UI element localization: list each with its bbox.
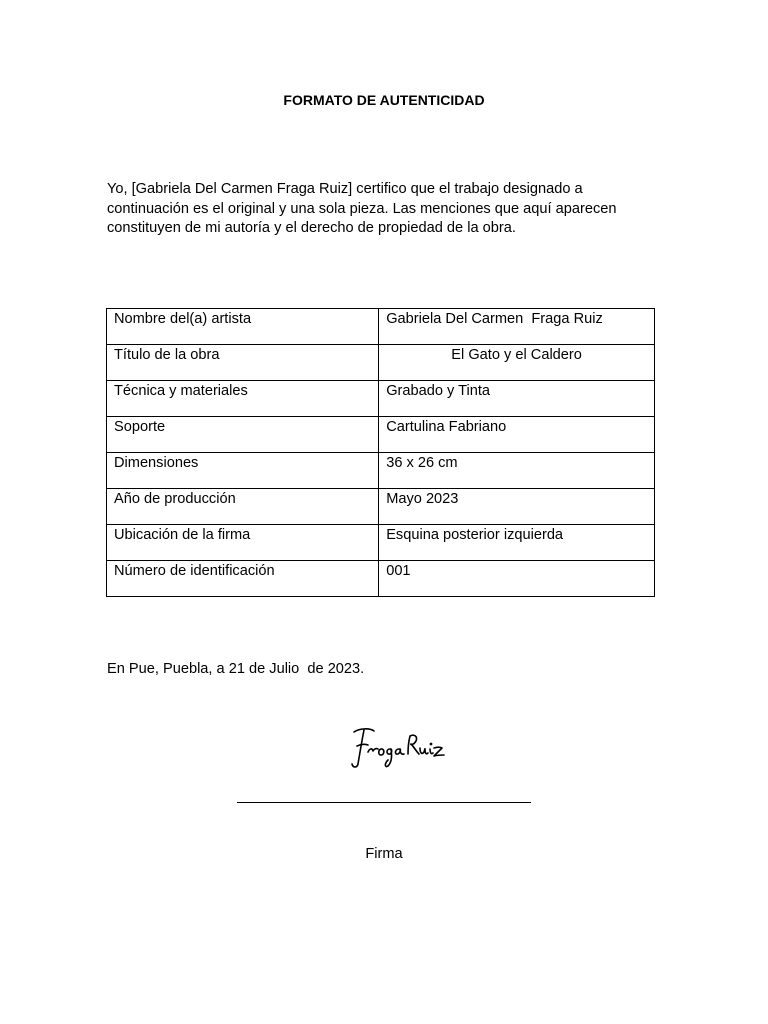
row-label: Número de identificación (107, 561, 379, 597)
row-label: Técnica y materiales (107, 381, 379, 417)
authenticity-statement: Yo, [Gabriela Del Carmen Fraga Ruiz] certifico que el trabajo designado a continuación es el original y una sola pieza. Las menciones que aquí aparecen constituyen de mi autoría y el derecho de propiedad de la obra. (107, 181, 617, 236)
row-value: El Gato y el Caldero (379, 345, 655, 381)
row-value: Gabriela Del Carmen Fraga Ruiz (379, 309, 655, 345)
table-row (107, 381, 655, 417)
row-value: 001 (379, 561, 655, 597)
handwritten-signature (348, 722, 448, 772)
table-row (107, 453, 655, 489)
row-label: Año de producción (107, 489, 379, 525)
signature-line (237, 802, 531, 803)
row-value: 36 x 26 cm (379, 453, 655, 489)
signature-caption: Firma (365, 846, 403, 862)
row-value: Cartulina Fabriano (379, 417, 655, 453)
table-row (107, 525, 655, 561)
row-label: Dimensiones (107, 453, 379, 489)
table-row (107, 417, 655, 453)
row-value: Esquina posterior izquierda (379, 525, 655, 561)
row-label: Título de la obra (107, 345, 379, 381)
table-row (107, 309, 655, 345)
row-value: Grabado y Tinta (379, 381, 655, 417)
row-label: Nombre del(a) artista (107, 309, 379, 345)
place-and-date: En Pue, Puebla, a 21 de Julio de 2023. (107, 661, 365, 677)
row-label: Ubicación de la firma (107, 525, 379, 561)
table-row (107, 345, 655, 381)
table-row (107, 561, 655, 597)
row-value: Mayo 2023 (379, 489, 655, 525)
row-label: Soporte (107, 417, 379, 453)
document-title: FORMATO DE AUTENTICIDAD (283, 92, 485, 108)
table-row (107, 489, 655, 525)
artwork-info-table (106, 308, 655, 597)
